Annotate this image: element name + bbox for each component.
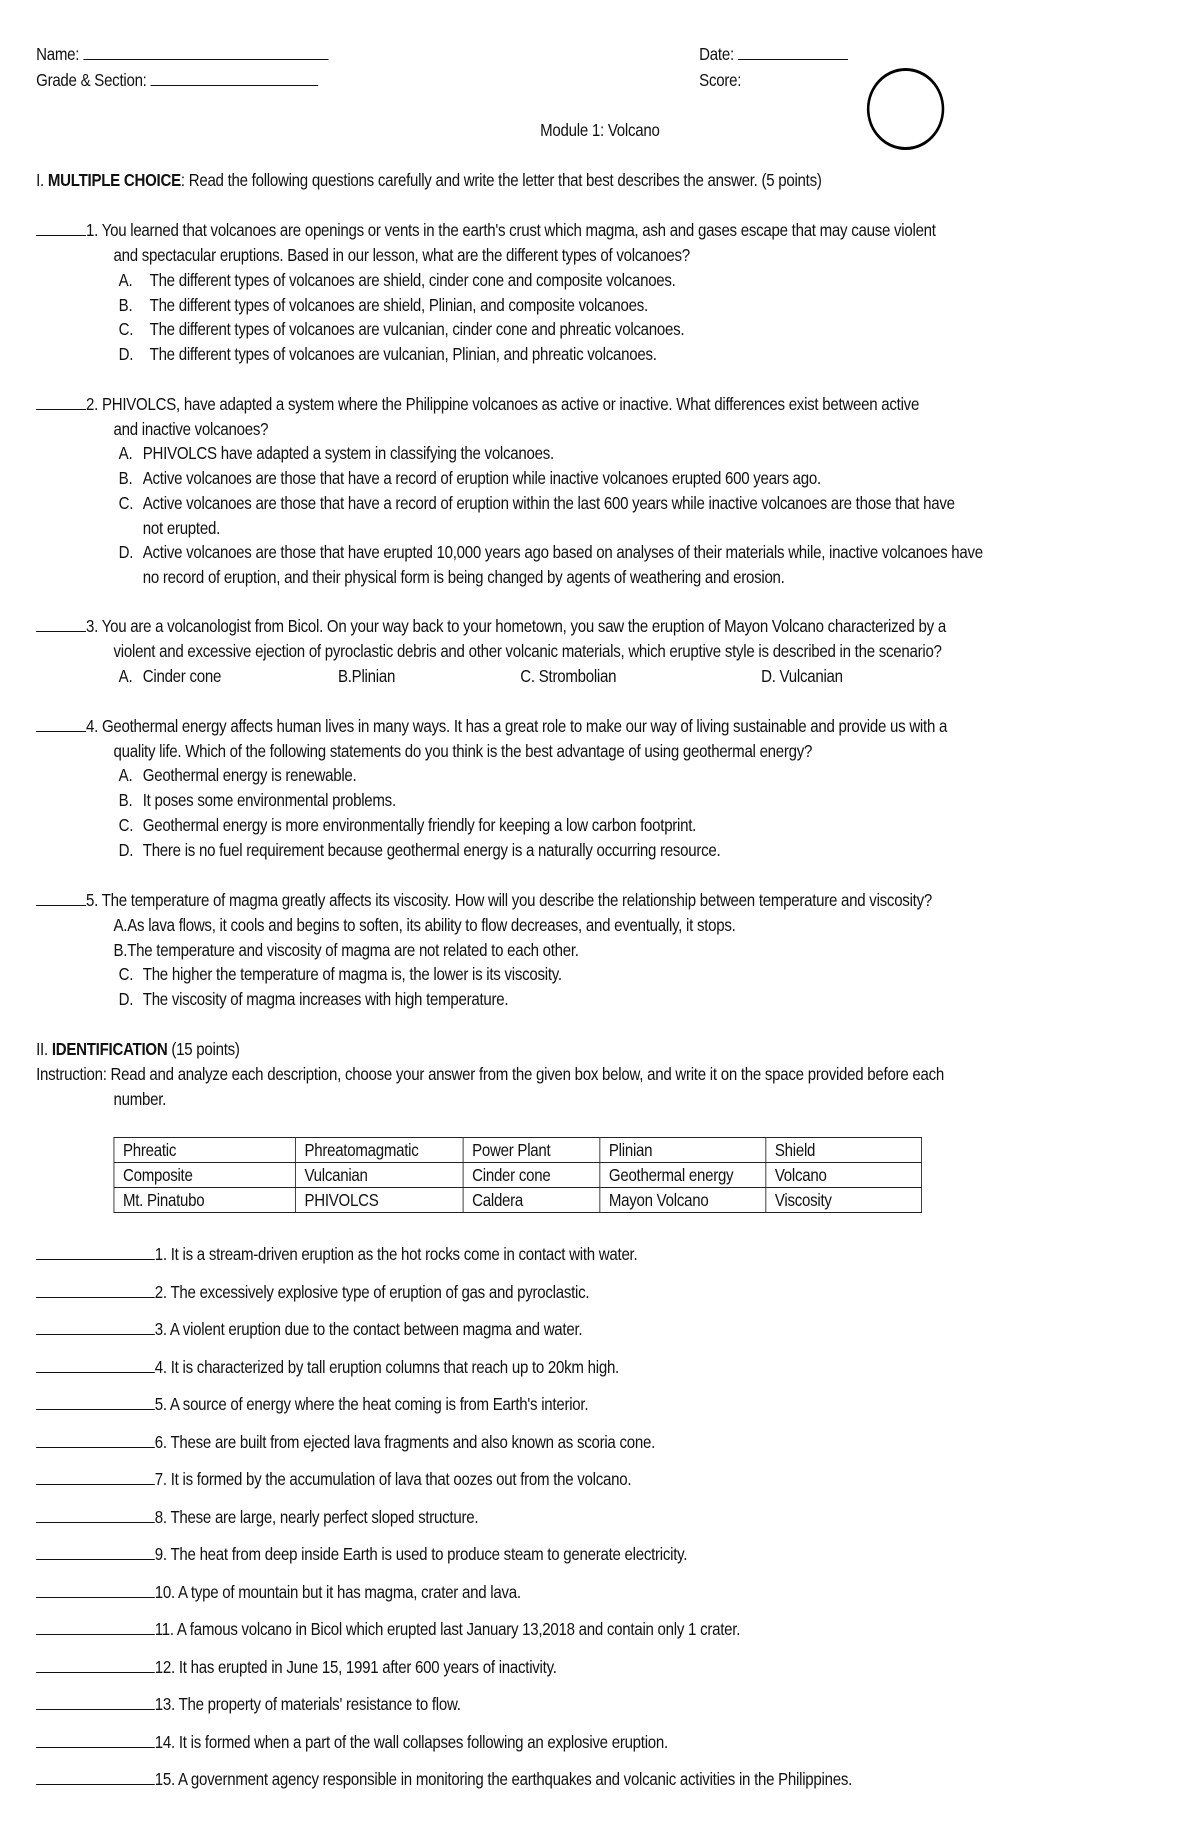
question-text: Geothermal energy affects human lives in many ways. It has a great role to make our way of living sustainable and provide us with a xyxy=(98,716,948,736)
identification-item xyxy=(36,1467,631,1492)
part2-points: (15 points) xyxy=(167,1039,240,1059)
question-text-cont: violent and excessive ejection of pyroclastic debris and other volcanic materials, which eruptive style is described in the scenario? xyxy=(113,640,942,661)
word-bank-cell: Mt. Pinatubo xyxy=(114,1188,295,1213)
option-letter: A. xyxy=(118,443,133,463)
question-number: 1. xyxy=(86,220,99,240)
option-letter: C. xyxy=(118,815,134,835)
option-text: C. Strombolian xyxy=(520,666,617,686)
answer-blank[interactable] xyxy=(36,219,86,236)
name-label: Name: xyxy=(36,44,80,64)
word-bank-cell: Composite xyxy=(114,1163,295,1188)
identification-item xyxy=(36,1430,655,1455)
date-row xyxy=(699,42,848,67)
question-number: 5. xyxy=(86,890,99,910)
part2-title: IDENTIFICATION xyxy=(51,1039,168,1059)
part2-number: II. xyxy=(36,1039,48,1059)
date-label: Date: xyxy=(699,44,734,64)
option xyxy=(114,938,579,963)
word-bank-cell: Caldera xyxy=(463,1188,600,1213)
part1-number: I. xyxy=(36,170,44,190)
question-text: You are a volcanologist from Bicol. On your way back to your hometown, you saw the eruption of Mayon Volcano characterized by a xyxy=(98,616,946,636)
item-text: 12. It has erupted in June 15, 1991 after 600 years of inactivity. xyxy=(154,1657,557,1677)
item-text: 13. The property of materials' resistance to flow. xyxy=(154,1694,461,1714)
option-text: D. Vulcanian xyxy=(761,666,843,686)
option-letter: A. xyxy=(118,666,133,686)
option-text: The different types of volcanoes are vulcanian, cinder cone and phreatic volcanoes. xyxy=(149,319,685,339)
option-letter: D. xyxy=(118,542,134,562)
item-text: 11. A famous volcano in Bicol which erupted last January 13,2018 and contain only 1 crater. xyxy=(154,1619,741,1639)
answer-blank[interactable] xyxy=(36,1618,155,1635)
identification-item xyxy=(36,1392,588,1417)
part1-instruction: : Read the following questions carefully and write the letter that best describes the answer. (5 points) xyxy=(180,170,822,190)
option-letter: D. xyxy=(118,989,134,1009)
option-text: Cinder cone xyxy=(142,666,222,686)
option-text: The different types of volcanoes are shield, cinder cone and composite volcanoes. xyxy=(149,270,676,290)
option-text: It poses some environmental problems. xyxy=(142,790,396,810)
option-text: Active volcanoes are those that have a record of eruption while inactive volcanoes erupted 600 years ago. xyxy=(142,468,821,488)
part2-instruction-cont: number. xyxy=(113,1089,167,1109)
answer-blank[interactable] xyxy=(36,889,86,906)
date-blank[interactable] xyxy=(738,43,848,60)
option-text: Active volcanoes are those that have erupted 10,000 years ago based on analyses of their materials while, inactive volcanoes have no record of eruption, and their physical form is being changed by agents of weathering and erosion. xyxy=(142,542,983,587)
answer-blank[interactable] xyxy=(36,1393,155,1410)
word-bank-cell: Phreatic xyxy=(114,1138,295,1163)
question-5 xyxy=(36,888,1016,913)
answer-blank[interactable] xyxy=(36,715,86,732)
identification-item xyxy=(36,1730,668,1755)
identification-item xyxy=(36,1542,687,1567)
question-text-cont: quality life. Which of the following statements do you think is the best advantage of using geothermal energy? xyxy=(113,740,813,761)
answer-blank[interactable] xyxy=(36,1281,155,1298)
identification-item xyxy=(36,1280,589,1305)
word-bank-cell: Viscosity xyxy=(766,1188,922,1213)
option-text: B.The temperature and viscosity of magma are not related to each other. xyxy=(113,940,579,960)
question-number: 2. xyxy=(86,394,99,414)
question-number: 4. xyxy=(86,716,99,736)
item-text: 6. These are built from ejected lava fragments and also known as scoria cone. xyxy=(154,1432,656,1452)
option-text: The different types of volcanoes are shield, Plinian, and composite volcanoes. xyxy=(149,295,648,315)
option-text: B.Plinian xyxy=(337,666,396,686)
item-text: 1. It is a stream-driven eruption as the hot rocks come in contact with water. xyxy=(154,1244,638,1264)
identification-item xyxy=(36,1355,619,1380)
identification-item xyxy=(36,1505,478,1530)
option-text: Active volcanoes are those that have a record of eruption within the last 600 years while inactive volcanoes are those that have not erupted. xyxy=(142,493,955,538)
option xyxy=(761,664,843,689)
word-bank-row xyxy=(114,1163,922,1188)
word-bank-cell: Cinder cone xyxy=(463,1163,600,1188)
part1-heading xyxy=(36,168,822,193)
question-text: You learned that volcanoes are openings or vents in the earth's crust which magma, ash and gases escape that may cause violent xyxy=(98,220,936,240)
item-text: 5. A source of energy where the heat coming is from Earth's interior. xyxy=(154,1394,589,1414)
answer-blank[interactable] xyxy=(36,1356,155,1373)
grade-row xyxy=(36,68,318,93)
question-text: PHIVOLCS, have adapted a system where the Philippine volcanoes as active or inactive. What differences exist between active xyxy=(98,394,920,414)
identification-item xyxy=(36,1317,582,1342)
option-letter: C. xyxy=(118,319,134,339)
question-number: 3. xyxy=(86,616,99,636)
option-text: The viscosity of magma increases with high temperature. xyxy=(142,989,509,1009)
question-3 xyxy=(36,614,1016,663)
grade-label: Grade & Section: xyxy=(36,70,147,90)
option-text: PHIVOLCS have adapted a system in classifying the volcanoes. xyxy=(142,443,554,463)
answer-blank[interactable] xyxy=(36,1243,155,1260)
option-letter: B. xyxy=(118,790,133,810)
identification-item xyxy=(36,1655,557,1680)
item-text: 2. The excessively explosive type of eruption of gas and pyroclastic. xyxy=(154,1282,590,1302)
item-text: 4. It is characterized by tall eruption columns that reach up to 20km high. xyxy=(154,1357,619,1377)
word-bank-cell: Phreatomagmatic xyxy=(295,1138,463,1163)
option-letter: B. xyxy=(118,295,133,315)
option-letter: B. xyxy=(118,468,133,488)
word-bank-cell: PHIVOLCS xyxy=(295,1188,463,1213)
option-letter: A. xyxy=(118,270,133,290)
identification-item xyxy=(36,1692,461,1717)
answer-blank[interactable] xyxy=(36,615,86,632)
option-letter: A. xyxy=(118,765,133,785)
option-letter: C. xyxy=(118,493,134,513)
answer-blank[interactable] xyxy=(36,1431,155,1448)
name-blank[interactable] xyxy=(83,43,328,60)
name-row xyxy=(36,42,328,67)
word-bank-row xyxy=(114,1138,922,1163)
option xyxy=(520,664,616,689)
question-4 xyxy=(36,714,1016,763)
question-2 xyxy=(36,392,1016,441)
option-text: A.As lava flows, it cools and begins to soften, its ability to flow decreases, and eventually, it stops. xyxy=(113,915,736,935)
identification-item xyxy=(36,1767,852,1792)
answer-blank[interactable] xyxy=(36,1468,155,1485)
word-bank-cell: Vulcanian xyxy=(295,1163,463,1188)
option-text: There is no fuel requirement because geothermal energy is a naturally occurring resource. xyxy=(142,840,721,860)
option-text: Geothermal energy is more environmentally friendly for keeping a low carbon footprint. xyxy=(142,815,697,835)
answer-blank[interactable] xyxy=(36,1506,155,1523)
answer-blank[interactable] xyxy=(36,1318,155,1335)
word-bank-table xyxy=(114,1137,922,1213)
identification-item xyxy=(36,1242,637,1267)
item-text: 10. A type of mountain but it has magma, crater and lava. xyxy=(154,1582,521,1602)
question-text-cont: and spectacular eruptions. Based in our lesson, what are the different types of volcanoes? xyxy=(113,244,690,265)
word-bank-cell: Mayon Volcano xyxy=(600,1188,766,1213)
option xyxy=(338,664,395,689)
word-bank-cell: Plinian xyxy=(600,1138,766,1163)
word-bank-cell: Shield xyxy=(766,1138,922,1163)
part1-title: MULTIPLE CHOICE xyxy=(47,170,181,190)
option-letter: D. xyxy=(118,840,134,860)
grade-blank[interactable] xyxy=(151,69,319,86)
item-text: 8. These are large, nearly perfect sloped structure. xyxy=(154,1507,479,1527)
word-bank-cell: Power Plant xyxy=(463,1138,600,1163)
option-text: The higher the temperature of magma is, the lower is its viscosity. xyxy=(142,964,562,984)
item-text: 3. A violent eruption due to the contact between magma and water. xyxy=(154,1319,583,1339)
identification-item xyxy=(36,1617,740,1642)
word-bank-cell: Geothermal energy xyxy=(600,1163,766,1188)
question-text-cont: and inactive volcanoes? xyxy=(113,418,269,439)
answer-blank[interactable] xyxy=(36,1731,155,1748)
answer-blank[interactable] xyxy=(36,1656,155,1673)
identification-item xyxy=(36,1580,521,1605)
page-title: Module 1: Volcano xyxy=(540,120,660,140)
word-bank-row xyxy=(114,1188,922,1213)
answer-blank[interactable] xyxy=(36,393,86,410)
answer-blank[interactable] xyxy=(36,1581,155,1598)
part2-instruction: Instruction: Read and analyze each description, choose your answer from the given box below, and write it on the space provided before each xyxy=(36,1064,944,1084)
question-text: The temperature of magma greatly affects its viscosity. How will you describe the relationship between temperature and viscosity? xyxy=(98,890,932,910)
option-letter: D. xyxy=(118,344,134,364)
part2-heading xyxy=(36,1037,240,1062)
option-text: The different types of volcanoes are vulcanian, Plinian, and phreatic volcanoes. xyxy=(149,344,657,364)
answer-blank[interactable] xyxy=(36,1693,155,1710)
answer-blank[interactable] xyxy=(36,1768,155,1785)
item-text: 15. A government agency responsible in monitoring the earthquakes and volcanic activities in the Philippines. xyxy=(154,1769,853,1789)
answer-blank[interactable] xyxy=(36,1543,155,1560)
option xyxy=(114,913,736,938)
item-text: 7. It is formed by the accumulation of lava that oozes out from the volcano. xyxy=(154,1469,632,1489)
option-letter: C. xyxy=(118,964,134,984)
item-text: 9. The heat from deep inside Earth is used to produce steam to generate electricity. xyxy=(154,1544,688,1564)
option-text: Geothermal energy is renewable. xyxy=(142,765,357,785)
item-text: 14. It is formed when a part of the wall collapses following an explosive eruption. xyxy=(154,1732,668,1752)
question-1 xyxy=(36,218,1016,267)
score-label: Score: xyxy=(699,70,742,90)
word-bank-cell: Volcano xyxy=(766,1163,922,1188)
